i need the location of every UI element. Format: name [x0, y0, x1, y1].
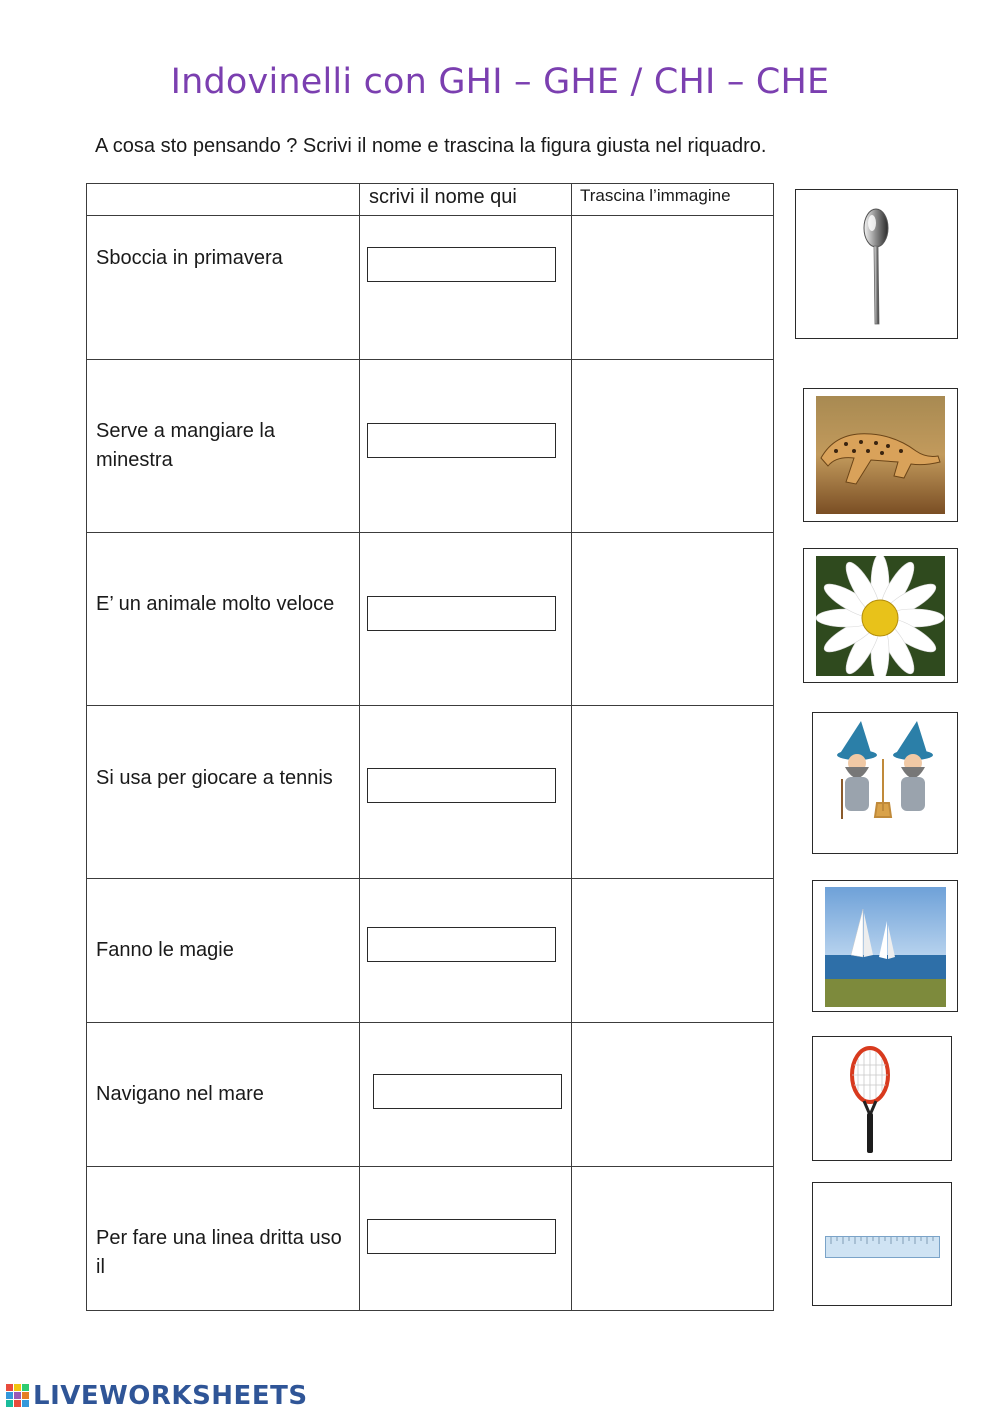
image-drop-zone[interactable]	[572, 879, 773, 1022]
riddle-table	[86, 183, 774, 1311]
drop-cell	[572, 1167, 774, 1311]
riddle-text: Per fare una linea dritta uso il	[96, 1227, 342, 1278]
table-row	[87, 360, 774, 533]
answer-cell	[360, 533, 572, 706]
riddle-cell	[87, 360, 360, 533]
riddle-text: Serve a mangiare la minestra	[96, 420, 275, 471]
spoon-card[interactable]	[795, 189, 958, 339]
instructions: A cosa sto pensando ? Scrivi il nome e trascina la figura giusta nel riquadro.	[95, 135, 767, 157]
answer-cell	[360, 1023, 572, 1167]
drop-cell	[572, 216, 774, 360]
drop-cell	[572, 706, 774, 879]
cheetah-image-icon	[816, 396, 945, 514]
sailboats-image-icon	[825, 887, 946, 1007]
image-drop-zone[interactable]	[572, 360, 773, 532]
riddle-text: Sboccia in primavera	[96, 247, 283, 269]
ruler-image-icon	[825, 1236, 940, 1258]
riddle-cell	[87, 533, 360, 706]
header-drag: Trascina l’immagine	[572, 184, 774, 216]
answer-cell	[360, 1167, 572, 1311]
table-row	[87, 216, 774, 360]
spoon-image-icon	[856, 208, 896, 326]
riddle-cell	[87, 1167, 360, 1311]
gnomes-image-icon	[831, 719, 945, 825]
drop-cell	[572, 879, 774, 1023]
daisy-image-icon	[816, 556, 945, 676]
answer-input[interactable]	[367, 768, 556, 803]
riddle-text: E’ un animale molto veloce	[96, 593, 335, 615]
brand-name: LIVEWORKSHEETS	[33, 1381, 308, 1411]
riddle-cell	[87, 216, 360, 360]
image-drop-zone[interactable]	[572, 1023, 773, 1166]
riddle-cell	[87, 1023, 360, 1167]
image-drop-zone[interactable]	[572, 1167, 773, 1310]
liveworksheets-logo-icon	[6, 1384, 30, 1408]
riddle-cell	[87, 706, 360, 879]
image-drop-zone[interactable]	[572, 216, 773, 359]
answer-input[interactable]	[367, 1219, 556, 1254]
image-drop-zone[interactable]	[572, 533, 773, 705]
ruler-card[interactable]	[812, 1182, 952, 1306]
footer-logo	[6, 1380, 308, 1412]
answer-input[interactable]	[373, 1074, 562, 1109]
table-row	[87, 706, 774, 879]
answer-cell	[360, 706, 572, 879]
page-title: Indovinelli con GHI – GHE / CHI – CHE	[170, 62, 830, 102]
riddle-cell	[87, 879, 360, 1023]
answer-cell	[360, 216, 572, 360]
table-row	[87, 1023, 774, 1167]
cheetah-card[interactable]	[803, 388, 958, 522]
table-row	[87, 1167, 774, 1311]
drop-cell	[572, 533, 774, 706]
table-header-row	[87, 184, 774, 216]
header-empty-cell	[87, 184, 360, 216]
table-row	[87, 879, 774, 1023]
table-row	[87, 533, 774, 706]
header-name: scrivi il nome qui	[360, 184, 572, 216]
answer-input[interactable]	[367, 927, 556, 962]
answer-input[interactable]	[367, 423, 556, 458]
drop-cell	[572, 1023, 774, 1167]
answer-cell	[360, 879, 572, 1023]
daisy-card[interactable]	[803, 548, 958, 683]
riddle-text: Navigano nel mare	[96, 1083, 264, 1105]
answer-input[interactable]	[367, 247, 556, 282]
riddle-text: Fanno le magie	[96, 939, 234, 961]
image-drop-zone[interactable]	[572, 706, 773, 878]
tennis-racket-image-icon	[849, 1045, 891, 1155]
gnomes-card[interactable]	[812, 712, 958, 854]
riddle-text: Si usa per giocare a tennis	[96, 767, 333, 789]
answer-cell	[360, 360, 572, 533]
sailboats-card[interactable]	[812, 880, 958, 1012]
drop-cell	[572, 360, 774, 533]
answer-input[interactable]	[367, 596, 556, 631]
racket-card[interactable]	[812, 1036, 952, 1161]
